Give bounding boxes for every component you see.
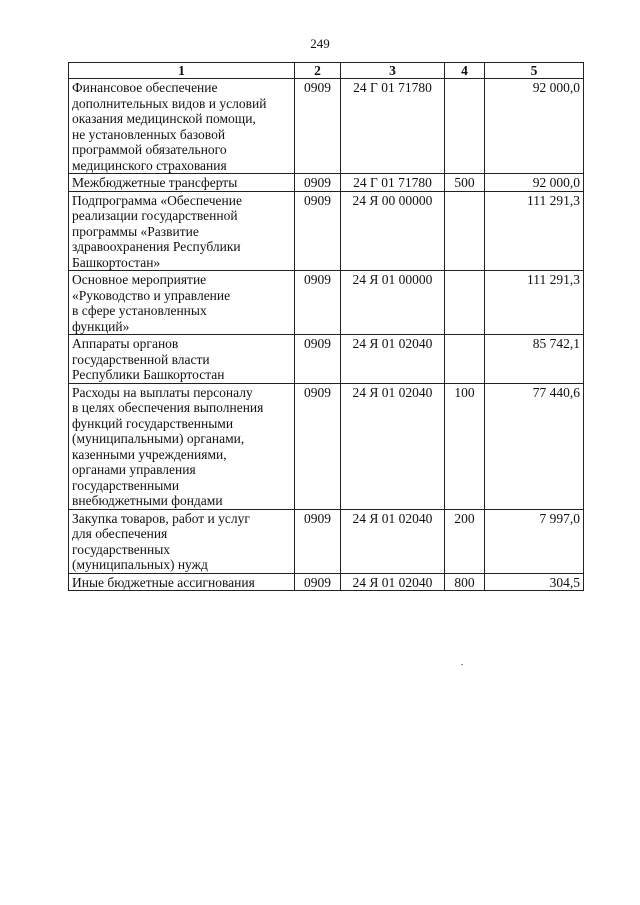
row-section: 0909: [295, 573, 341, 591]
row-type: [445, 271, 485, 335]
row-code: 24 Я 01 02040: [341, 509, 445, 573]
row-code: 24 Г 01 71780: [341, 174, 445, 192]
row-type: [445, 191, 485, 271]
row-code: 24 Я 01 02040: [341, 573, 445, 591]
row-code: 24 Я 01 02040: [341, 383, 445, 509]
table-row: [69, 573, 584, 591]
row-section: 0909: [295, 79, 341, 174]
row-type: [445, 335, 485, 384]
row-amount: 304,5: [485, 573, 584, 591]
column-header-section: 2: [295, 63, 341, 79]
row-name: Подпрограмма «Обеспечение реализации государственной программы «Развитие здравоохранения Республики Башкортостан»: [69, 191, 295, 271]
row-code: 24 Г 01 71780: [341, 79, 445, 174]
row-name: Аппараты органов государственной власти Республики Башкортостан: [69, 335, 295, 384]
row-amount: 85 742,1: [485, 335, 584, 384]
row-type: 200: [445, 509, 485, 573]
budget-table: [68, 62, 584, 591]
row-code: 24 Я 01 00000: [341, 271, 445, 335]
row-name: Основное мероприятие «Руководство и управление в сфере установленных функций»: [69, 271, 295, 335]
row-section: 0909: [295, 271, 341, 335]
row-amount: 92 000,0: [485, 79, 584, 174]
scan-speck: [461, 664, 463, 665]
row-section: 0909: [295, 174, 341, 192]
table-row: [69, 79, 584, 174]
row-type: 800: [445, 573, 485, 591]
row-section: 0909: [295, 191, 341, 271]
row-name: Межбюджетные трансферты: [69, 174, 295, 192]
table-row: [69, 174, 584, 192]
row-name: Закупка товаров, работ и услуг для обеспечения государственных (муниципальных) нужд: [69, 509, 295, 573]
page-number: 249: [310, 36, 330, 51]
row-amount: 111 291,3: [485, 191, 584, 271]
row-section: 0909: [295, 509, 341, 573]
row-amount: 7 997,0: [485, 509, 584, 573]
table-row: [69, 383, 584, 509]
row-type: 500: [445, 174, 485, 192]
row-section: 0909: [295, 383, 341, 509]
row-section: 0909: [295, 335, 341, 384]
row-amount: 92 000,0: [485, 174, 584, 192]
table-row: [69, 509, 584, 573]
row-code: 24 Я 01 02040: [341, 335, 445, 384]
row-amount: 77 440,6: [485, 383, 584, 509]
row-type: 100: [445, 383, 485, 509]
row-name: Финансовое обеспечение дополнительных видов и условий оказания медицинской помощи, не установленных базовой программой обязательного медицинского страхования: [69, 79, 295, 174]
row-code: 24 Я 00 00000: [341, 191, 445, 271]
row-amount: 111 291,3: [485, 271, 584, 335]
table-row: [69, 335, 584, 384]
column-header-code: 3: [341, 63, 445, 79]
row-name: Расходы на выплаты персоналу в целях обеспечения выполнения функций государственными (муниципальными) органами, казенными учреждениями, органами управления государственными внебюджетными фондами: [69, 383, 295, 509]
table-row: [69, 191, 584, 271]
table-row: [69, 271, 584, 335]
row-name: Иные бюджетные ассигнования: [69, 573, 295, 591]
row-type: [445, 79, 485, 174]
column-header-type: 4: [445, 63, 485, 79]
column-header-name: 1: [69, 63, 295, 79]
column-header-amount: 5: [485, 63, 584, 79]
table-header-row: [69, 63, 584, 79]
